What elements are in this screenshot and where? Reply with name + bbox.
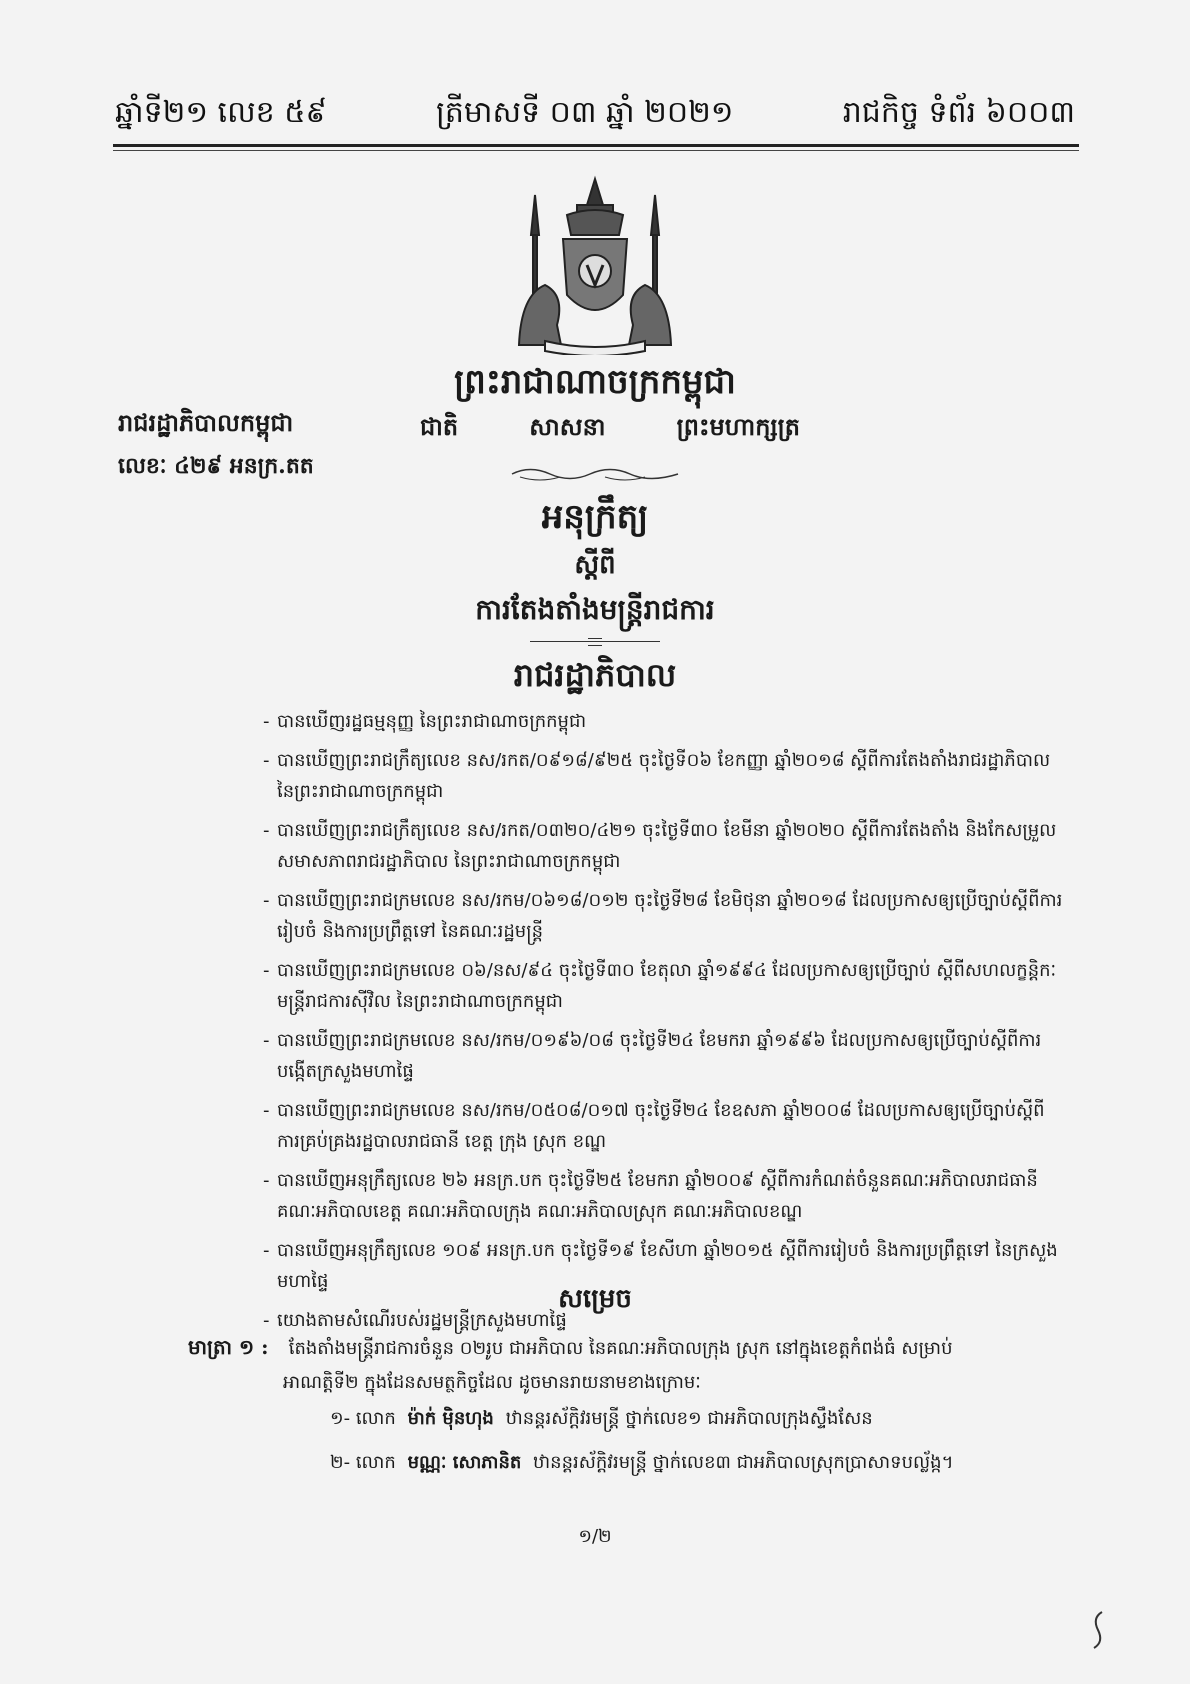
document-subject: ការតែងតាំងមន្ត្រីរាជការ — [475, 593, 715, 626]
kingdom-title: ព្រះរាជាណាចក្រកម្ពុជា — [454, 362, 736, 402]
preamble-item: - បានឃើញព្រះរាជក្រមលេខ នស/រកម/០៥០៨/០១៧ ចុះថ្ងៃទី២៤ ខែឧសភា ឆ្នាំ២០០៨ ដែលប្រកាសឲ្យប្រើច្បាប់ស្តីពីការគ្រប់គ្រងរដ្ឋបាលរាជធានី ខេត្ត ក្រុង ស្រុក ខណ្ឌ — [263, 1095, 1063, 1157]
header-year-issue: ឆ្នាំទី២១ លេខ ៥៩ — [115, 95, 327, 130]
motto-nation: ជាតិ — [420, 412, 459, 441]
appointee-prefix: ១- លោក — [330, 1408, 396, 1429]
appointee-prefix: ២- លោក — [330, 1452, 396, 1473]
preamble-item: - យោងតាមសំណើរបស់រដ្ឋមន្ត្រីក្រសួងមហាផ្ទៃ — [263, 1305, 1063, 1336]
header-rule-thin — [113, 150, 1079, 151]
preamble-item: - បានឃើញអនុក្រឹត្យលេខ ២៦ អនក្រ.បក ចុះថ្ងៃទី២៥ ខែមករា ឆ្នាំ២០០៩ ស្តីពីការកំណត់ចំនួនគណៈអភិបាលរាជធានី គណៈអភិបាលខេត្ត គណៈអភិបាលក្រុង គណៈអភិបាលស្រុក គណៈអភិបាលខណ្ឌ — [263, 1165, 1063, 1227]
document-type: អនុក្រឹត្យ — [541, 497, 649, 537]
preamble-item: - បានឃើញព្រះរាជក្រមលេខ នស/រកម/០៦១៨/០១២ ចុះថ្ងៃទី២៨ ខែមិថុនា ឆ្នាំ២០១៨ ដែលប្រកាសឲ្យប្រើច្បាប់ស្តីពីការរៀបចំ និងការប្រព្រឹត្តទៅ នៃគណៈរដ្ឋមន្ត្រី — [263, 885, 1063, 947]
appointee-name: ម៉ាក់ ម៉ិនហុង — [407, 1408, 494, 1429]
appointee-list — [330, 1402, 1070, 1490]
document-authority: រាជរដ្ឋាភិបាល — [513, 656, 677, 694]
header-quarter: ត្រីមាសទី ០៣ ឆ្នាំ ២០២១ — [435, 95, 734, 130]
appointee-item — [330, 1446, 1070, 1480]
motto-religion: សាសនា — [529, 412, 606, 441]
header-rule — [113, 144, 1079, 147]
document-about: ស្តីពី — [574, 550, 616, 580]
preamble-item: - បានឃើញព្រះរាជក្រមលេខ ០៦/នស/៩៤ ចុះថ្ងៃទី៣០ ខែតុលា ឆ្នាំ១៩៩៤ ដែលប្រកាសឲ្យប្រើច្បាប់ ស្តីពីសហលក្ខន្តិកៈមន្ត្រីរាជការស៊ីវិល នៃព្រះរាជាណាចក្រកម្ពុជា — [263, 955, 1063, 1017]
preamble-item: - បានឃើញព្រះរាជក្រឹត្យលេខ នស/រកត/០៩១៨/៩២៥ ចុះថ្ងៃទី០៦ ខែកញ្ញា ឆ្នាំ២០១៨ ស្តីពីការតែងតាំងរាជរដ្ឋាភិបាល នៃព្រះរាជាណាចក្រកម្ពុជា — [263, 745, 1063, 807]
running-header — [115, 92, 1075, 138]
article-label: មាត្រា ១ : — [188, 1335, 269, 1359]
reference-number: លេខៈ ៤២៩ អនក្រ.តត — [118, 453, 314, 479]
national-motto — [420, 412, 800, 447]
header-gazette-page: រាជកិច្ច ទំព័រ ៦០០៣ — [842, 95, 1075, 130]
appointee-detail: ឋានន្តរស័ក្តិវរមន្ត្រី ថ្នាក់លេខ៣ ជាអភិបាលស្រុកប្រាសាទបល្ល័ង្ក។ — [533, 1452, 954, 1473]
appointee-item — [330, 1402, 1070, 1436]
corner-mark-icon — [1090, 1608, 1106, 1652]
appointee-name: មណ្ណៈ សោភានិត — [407, 1452, 522, 1473]
article-1 — [188, 1330, 1068, 1400]
preamble-item: - បានឃើញព្រះរាជក្រមលេខ នស/រកម/០១៩៦/០៨ ចុះថ្ងៃទី២៤ ខែមករា ឆ្នាំ១៩៩៦ ដែលប្រកាសឲ្យប្រើច្បាប់ស្តីពីការបង្កើតក្រសួងមហាផ្ទៃ — [263, 1025, 1063, 1087]
motto-king: ព្រះមហាក្សត្រ — [676, 412, 800, 441]
article-text: តែងតាំងមន្ត្រីរាជការចំនួន ០២រូប ជាអភិបាល នៃគណៈអភិបាលក្រុង ស្រុក នៅក្នុងខេត្តកំពង់ធំ សម្រាប់ — [288, 1338, 953, 1359]
page-number: ១/២ — [578, 1526, 612, 1547]
appointee-detail: ឋានន្តរស័ក្តិវរមន្ត្រី ថ្នាក់លេខ១ ជាអភិបាលក្រុងស្ទឹងសែន — [505, 1408, 873, 1429]
issuer-name: រាជរដ្ឋាភិបាលកម្ពុជា — [118, 408, 294, 437]
ornament-divider-icon — [510, 465, 680, 483]
subject-divider — [530, 641, 660, 642]
preamble-item: - បានឃើញអនុក្រឹត្យលេខ ១០៩ អនក្រ.បក ចុះថ្ងៃទី១៩ ខែសីហា ឆ្នាំ២០១៥ ស្តីពីការរៀបចំ និងការប្រព្រឹត្តទៅ នៃក្រសួងមហាផ្ទៃ — [263, 1235, 1063, 1297]
preamble-list — [263, 706, 1063, 1344]
decision-heading: សម្រេច — [558, 1284, 632, 1314]
royal-coat-of-arms-icon — [505, 175, 685, 355]
preamble-item: - បានឃើញរដ្ឋធម្មនុញ្ញ នៃព្រះរាជាណាចក្រកម្ពុជា — [263, 706, 1063, 737]
preamble-item: - បានឃើញព្រះរាជក្រឹត្យលេខ នស/រកត/០៣២០/៤២១ ចុះថ្ងៃទី៣០ ខែមីនា ឆ្នាំ២០២០ ស្តីពីការតែងតាំង និងកែសម្រួលសមាសភាពរាជរដ្ឋាភិបាល នៃព្រះរាជាណាចក្រកម្ពុជា — [263, 815, 1063, 877]
article-text-continued: អាណត្តិទី២ ក្នុងដែនសមត្ថកិច្ចដែល ដូចមានរាយនាមខាងក្រោមៈ — [283, 1372, 701, 1393]
